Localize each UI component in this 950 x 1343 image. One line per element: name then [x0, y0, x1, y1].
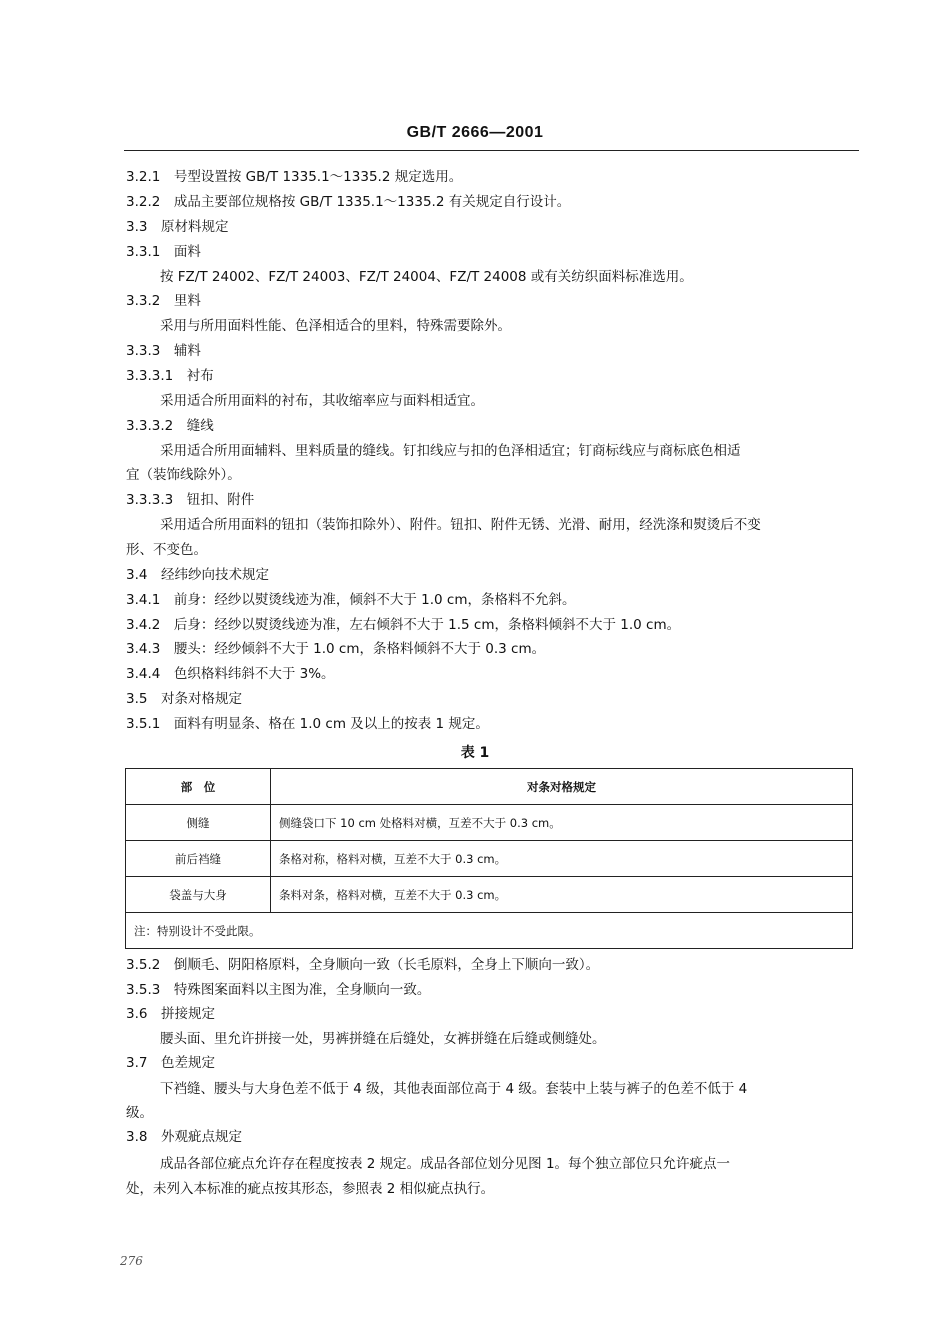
- clause-3-3-3: 3.3.3 辅料: [126, 343, 201, 359]
- table-row: [126, 877, 853, 913]
- clause-3-4-1: 3.4.1 前身：经纱以熨烫线迹为准，倾斜不大于 1.0 cm，条格料不允斜。: [126, 592, 576, 608]
- clause-3-3-1-text: 按 FZ/T 24002、FZ/T 24003、FZ/T 24004、FZ/T 24008 或有关纺织面料标准选用。: [160, 269, 693, 285]
- table1-caption: 表 1: [460, 745, 490, 761]
- table-cell-rule: 条料对条，格料对横，互差不大于 0.3 cm。: [271, 877, 853, 913]
- clause-3-3-3-1-text: 采用适合所用面料的衬布，其收缩率应与面料相适宜。: [160, 393, 484, 409]
- clause-3-3-3-3-text-cont: 形、不变色。: [126, 542, 207, 558]
- page-number: 276: [120, 1254, 143, 1268]
- clause-3-2-1: 3.2.1 号型设置按 GB/T 1335.1～1335.2 规定选用。: [126, 169, 463, 185]
- table-row: [126, 805, 853, 841]
- clause-3-3-2-text: 采用与所用面料性能、色泽相适合的里料，特殊需要除外。: [160, 318, 511, 334]
- header-rule: [124, 150, 859, 151]
- clause-3-7-text-cont: 级。: [126, 1105, 153, 1121]
- clause-3-8: 3.8 外观疵点规定: [126, 1129, 242, 1145]
- table-row: [126, 841, 853, 877]
- clause-3-7: 3.7 色差规定: [126, 1055, 215, 1071]
- clause-3-6: 3.6 拼接规定: [126, 1006, 215, 1022]
- clause-3-5: 3.5 对条对格规定: [126, 691, 242, 707]
- table-cell-part: 前后裆缝: [126, 841, 271, 877]
- table-cell-rule: 条格对称，格料对横，互差不大于 0.3 cm。: [271, 841, 853, 877]
- table-header-rule: 对条对格规定: [271, 769, 853, 805]
- clause-3-6-text: 腰头面、里允许拼接一处，男裤拼缝在后缝处，女裤拼缝在后缝或侧缝处。: [160, 1031, 606, 1047]
- clause-3-3-3-2-text: 采用适合所用面辅料、里料质量的缝线。钉扣线应与扣的色泽相适宜；钉商标线应与商标底色相适: [160, 443, 741, 459]
- clause-3-4-3: 3.4.3 腰头：经纱倾斜不大于 1.0 cm，条格料倾斜不大于 0.3 cm。: [126, 641, 546, 657]
- table-note: 注：特别设计不受此限。: [126, 913, 853, 949]
- clause-3-5-1: 3.5.1 面料有明显条、格在 1.0 cm 及以上的按表 1 规定。: [126, 716, 489, 732]
- clause-3-3-3-1: 3.3.3.1 衬布: [126, 368, 214, 384]
- clause-3-3-3-3: 3.3.3.3 钮扣、附件: [126, 492, 255, 508]
- table-header-part: 部 位: [126, 769, 271, 805]
- table-cell-rule: 侧缝袋口下 10 cm 处格料对横，互差不大于 0.3 cm。: [271, 805, 853, 841]
- clause-3-5-3: 3.5.3 特殊图案面料以主图为准，全身顺向一致。: [126, 982, 431, 998]
- page-header-title: GB/T 2666—2001: [406, 124, 544, 141]
- clause-3-3-1: 3.3.1 面料: [126, 244, 201, 260]
- clause-3-5-2: 3.5.2 倒顺毛、阴阳格原料，全身顺向一致（长毛原料，全身上下顺向一致）。: [126, 957, 600, 973]
- clause-3-3-3-3-text: 采用适合所用面料的钮扣（装饰扣除外）、附件。钮扣、附件无锈、光滑、耐用，经洗涤和熨烫后不变: [160, 517, 761, 533]
- table-cell-part: 袋盖与大身: [126, 877, 271, 913]
- clause-3-3-3-2-text-cont: 宜（装饰线除外）。: [126, 467, 241, 483]
- table-1: [125, 768, 853, 949]
- clause-3-8-text-cont: 处，未列入本标准的疵点按其形态，参照表 2 相似疵点执行。: [126, 1181, 495, 1197]
- clause-3-3: 3.3 原材料规定: [126, 219, 229, 235]
- table-header-row: [126, 769, 853, 805]
- clause-3-4: 3.4 经纬纱向技术规定: [126, 567, 269, 583]
- clause-3-2-2: 3.2.2 成品主要部位规格按 GB/T 1335.1～1335.2 有关规定自行设计。: [126, 194, 571, 210]
- clause-3-4-4: 3.4.4 色织格料纬斜不大于 3%。: [126, 666, 335, 682]
- clause-3-3-3-2: 3.3.3.2 缝线: [126, 418, 214, 434]
- clause-3-7-text: 下裆缝、腰头与大身色差不低于 4 级，其他表面部位高于 4 级。套装中上装与裤子的色差不低于 4: [160, 1081, 748, 1097]
- clause-3-3-2: 3.3.2 里料: [126, 293, 201, 309]
- table-note-row: [126, 913, 853, 949]
- table-cell-part: 侧缝: [126, 805, 271, 841]
- clause-3-4-2: 3.4.2 后身：经纱以熨烫线迹为准，左右倾斜不大于 1.5 cm，条格料倾斜不大于 1.0 cm。: [126, 617, 681, 633]
- clause-3-8-text: 成品各部位疵点允许存在程度按表 2 规定。成品各部位划分见图 1。每个独立部位只允许疵点一: [160, 1156, 731, 1172]
